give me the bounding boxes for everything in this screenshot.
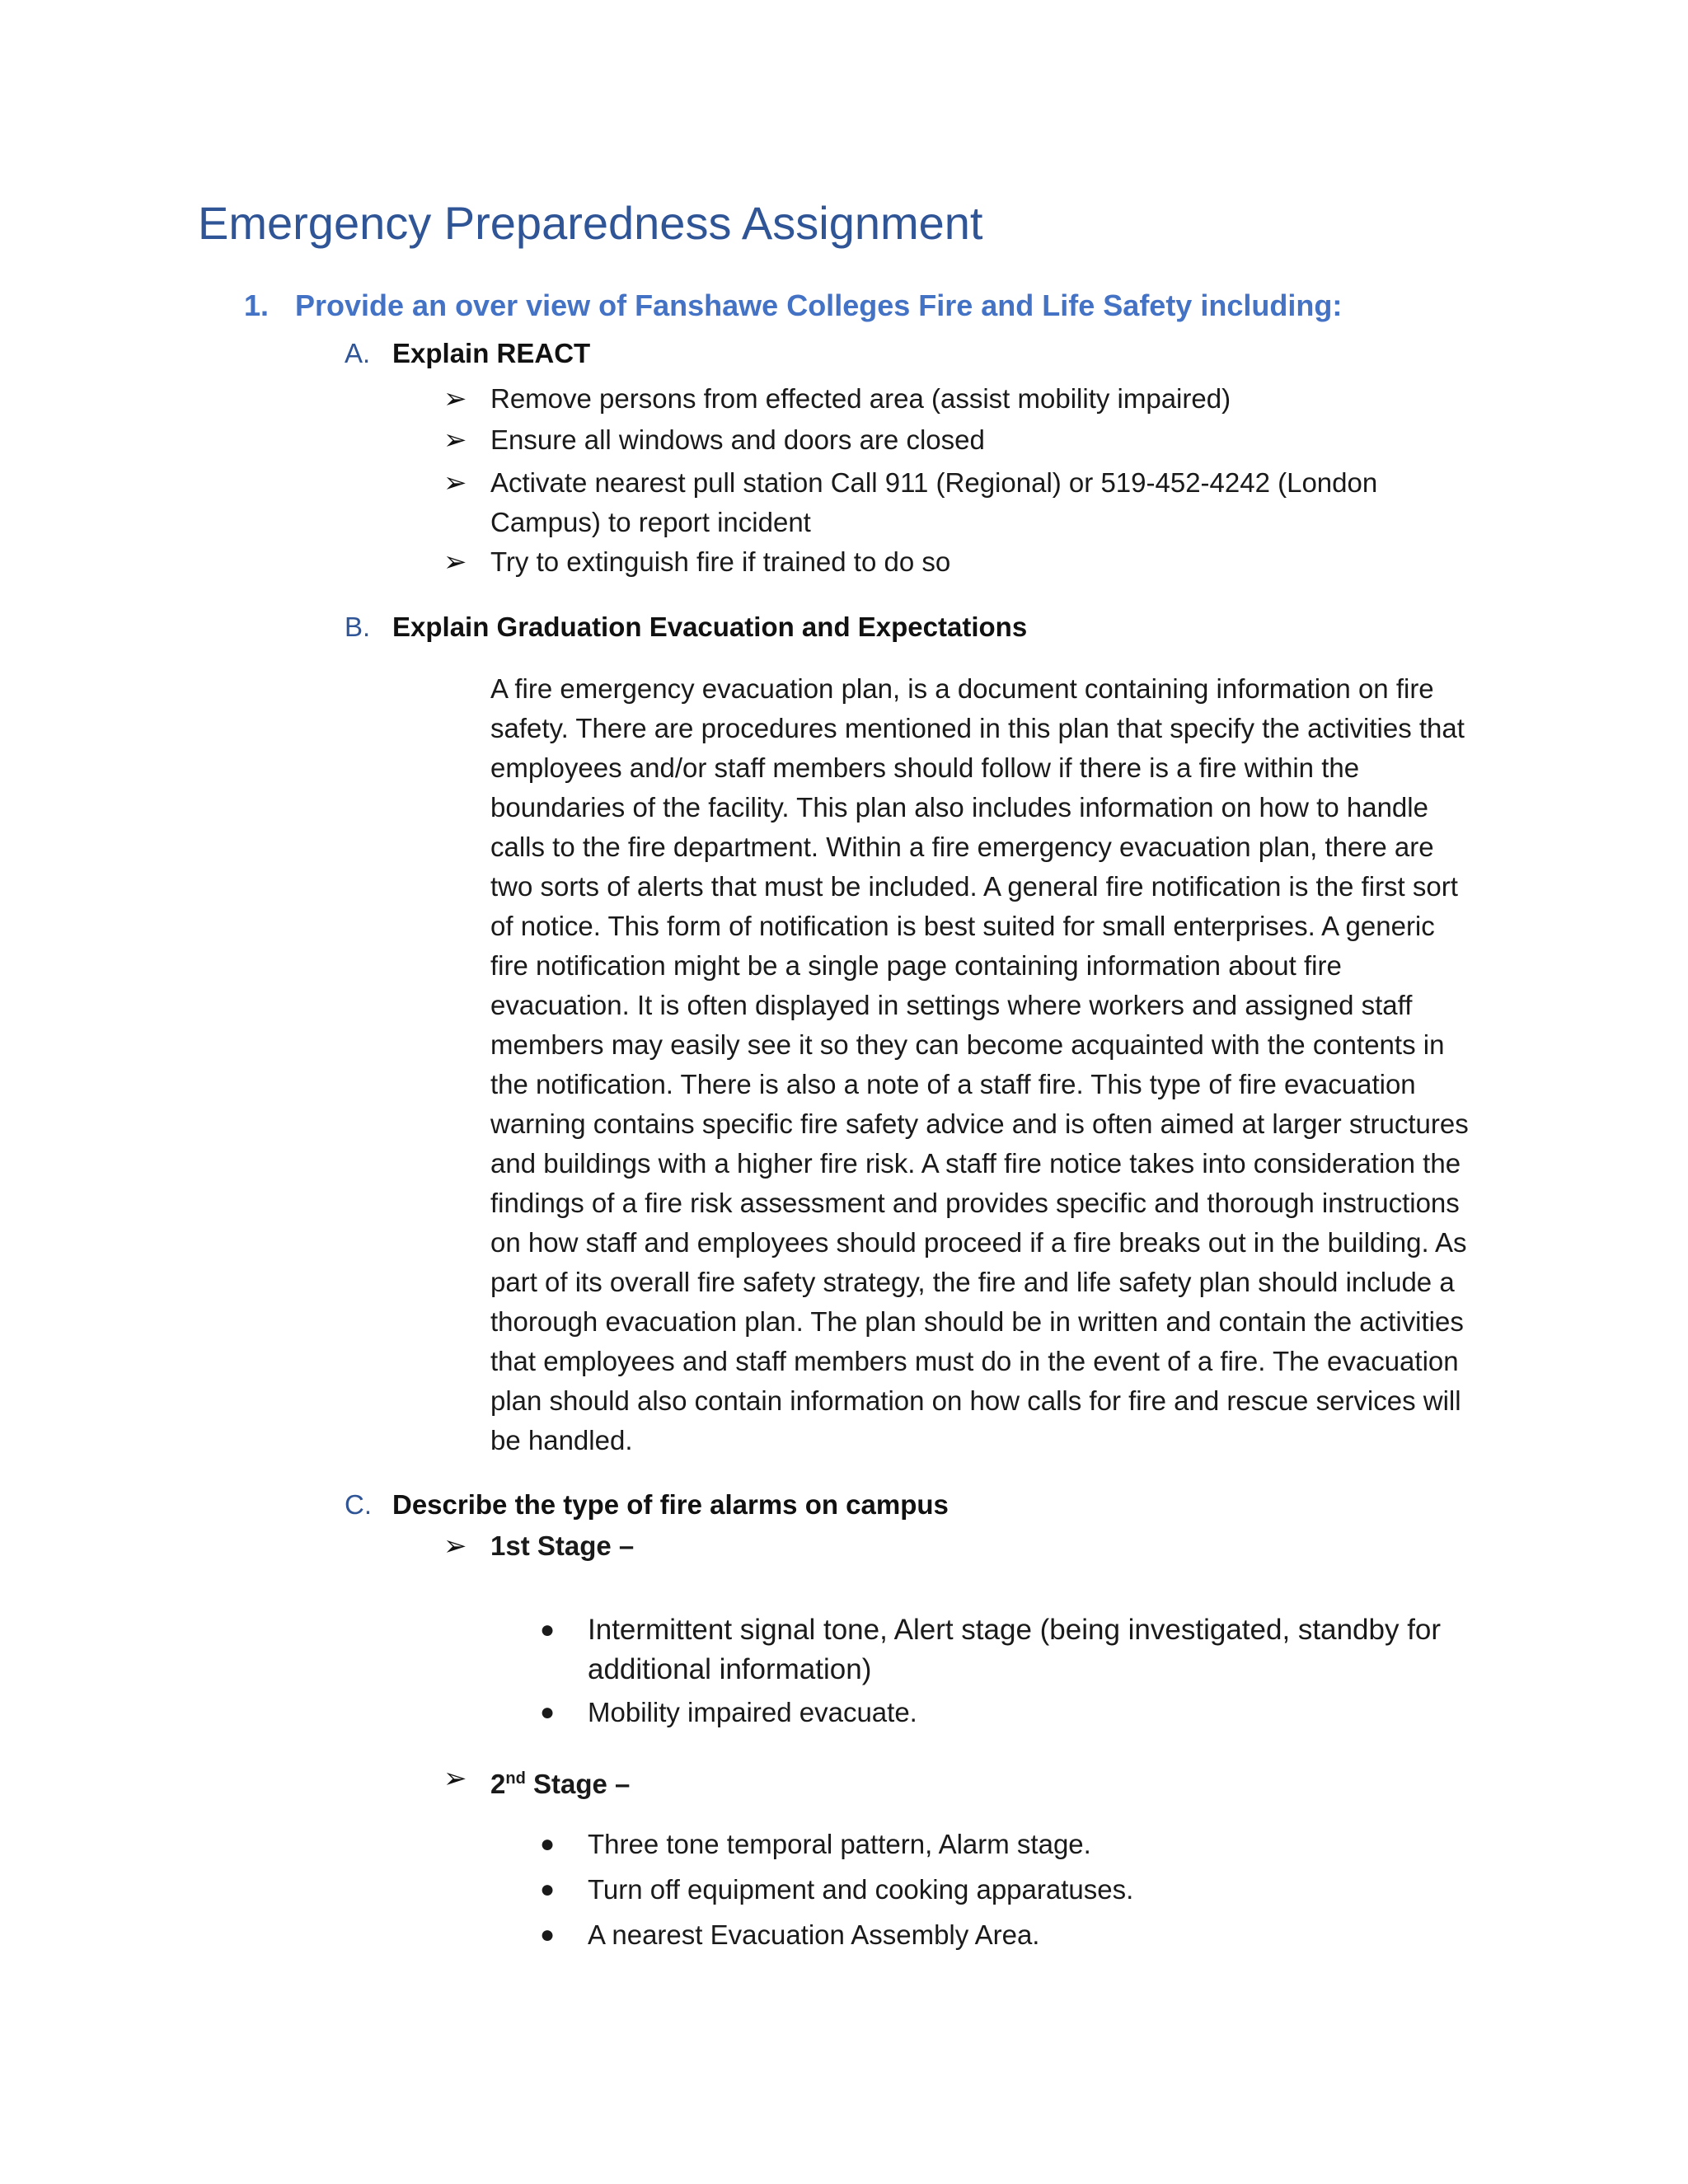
section-b-title: Explain Graduation Evacuation and Expectations	[392, 612, 1028, 642]
stage-1	[443, 1526, 634, 1566]
bullet-dot-icon: ●	[540, 1616, 556, 1643]
section-c-letter: C.	[345, 1489, 372, 1520]
bullet-dot-icon: ●	[540, 1699, 556, 1726]
react-item-activate	[443, 463, 1391, 542]
stage-1-label: 1st Stage –	[490, 1530, 635, 1561]
question-number: 1.	[244, 288, 270, 322]
question-1	[244, 288, 1342, 323]
arrow-bullet-icon: ➢	[443, 546, 467, 578]
stage-1-bullet	[540, 1693, 1471, 1732]
section-b-heading	[345, 612, 1027, 643]
stage-2-rest: Stage –	[525, 1769, 631, 1799]
section-b-letter: B.	[345, 612, 371, 642]
question-text: Provide an over view of Fanshawe Colleges Fire and Life Safety including:	[295, 288, 1343, 322]
evacuation-paragraph	[490, 669, 1479, 1460]
stage-2-bullet	[540, 1825, 1471, 1864]
bullet-text: Turn off equipment and cooking apparatuses.	[588, 1874, 1134, 1905]
react-item-text: Ensure all windows and doors are closed	[490, 424, 985, 455]
bullet-dot-icon: ●	[540, 1876, 556, 1903]
stage-2-bullet	[540, 1870, 1471, 1910]
react-item-text: Try to extinguish fire if trained to do so	[490, 546, 951, 577]
bullet-text: Intermittent signal tone, Alert stage (being investigated, standby for additional information)	[588, 1614, 1442, 1685]
stage-2-bullet	[540, 1915, 1471, 1955]
section-a-title: Explain REACT	[392, 338, 591, 368]
react-item-ensure	[443, 420, 1432, 460]
section-a-letter: A.	[345, 338, 371, 368]
section-a-heading	[345, 338, 590, 369]
stage-2-suffix: nd	[505, 1769, 526, 1788]
stage-2-label	[490, 1769, 630, 1799]
stage-1-bullet	[540, 1610, 1471, 1690]
arrow-bullet-icon: ➢	[443, 383, 467, 415]
paragraph-text: A fire emergency evacuation plan, is a document containing information on fire safety. There are procedures mentioned in this plan that specify the activities that employees and/or staff members should follow if there is a fire within the boundaries of the facility. This plan also includes information on how to handle calls to the fire department. Within a fire emergency evacuation plan, there are two sorts of alerts that must be included. A general fire notification is the first sort of notice. This form of notification is best suited for small enterprises. A generic fire notification might be a single page containing information about fire evacuation. It is often displayed in settings where workers and assigned staff members may easily see it so they can become acquainted with the contents in the notification. There is also a note of a staff fire. This type of fire evacuation warning contains specific fire safety advice and is often aimed at larger structures and buildings with a higher fire risk. A staff fire notice takes into consideration the findings of a fire risk assessment and provides specific and thorough instructions on how staff and employees should proceed if a fire breaks out in the building. As part of its overall fire safety strategy, the fire and life safety plan should include a thorough evacuation plan. The plan should be in written and contain the activities that employees and staff members must do in the event of a fire. The evacuation plan should also contain information on how calls for fire and rescue services will be handled.	[490, 673, 1469, 1455]
arrow-bullet-icon: ➢	[443, 467, 467, 499]
react-item-extinguish	[443, 542, 1432, 582]
stage-2	[443, 1759, 630, 1804]
arrow-bullet-icon: ➢	[443, 1530, 467, 1562]
react-item-remove	[443, 379, 1432, 419]
bullet-text: Mobility impaired evacuate.	[588, 1697, 917, 1727]
arrow-bullet-icon: ➢	[443, 424, 467, 456]
bullet-dot-icon: ●	[540, 1921, 556, 1948]
bullet-dot-icon: ●	[540, 1830, 556, 1858]
arrow-bullet-icon: ➢	[443, 1763, 467, 1794]
stage-2-number: 2	[490, 1769, 506, 1799]
react-item-text: Remove persons from effected area (assist mobility impaired)	[490, 383, 1231, 414]
section-c-title: Describe the type of fire alarms on campus	[392, 1489, 949, 1520]
bullet-text: Three tone temporal pattern, Alarm stage.	[588, 1829, 1091, 1859]
section-c-heading	[345, 1489, 949, 1521]
bullet-text: A nearest Evacuation Assembly Area.	[588, 1919, 1040, 1950]
page-title: Emergency Preparedness Assignment	[198, 197, 983, 249]
react-item-text: Activate nearest pull station Call 911 (Regional) or 519-452-4242 (London Campus) to report incident	[490, 467, 1378, 537]
